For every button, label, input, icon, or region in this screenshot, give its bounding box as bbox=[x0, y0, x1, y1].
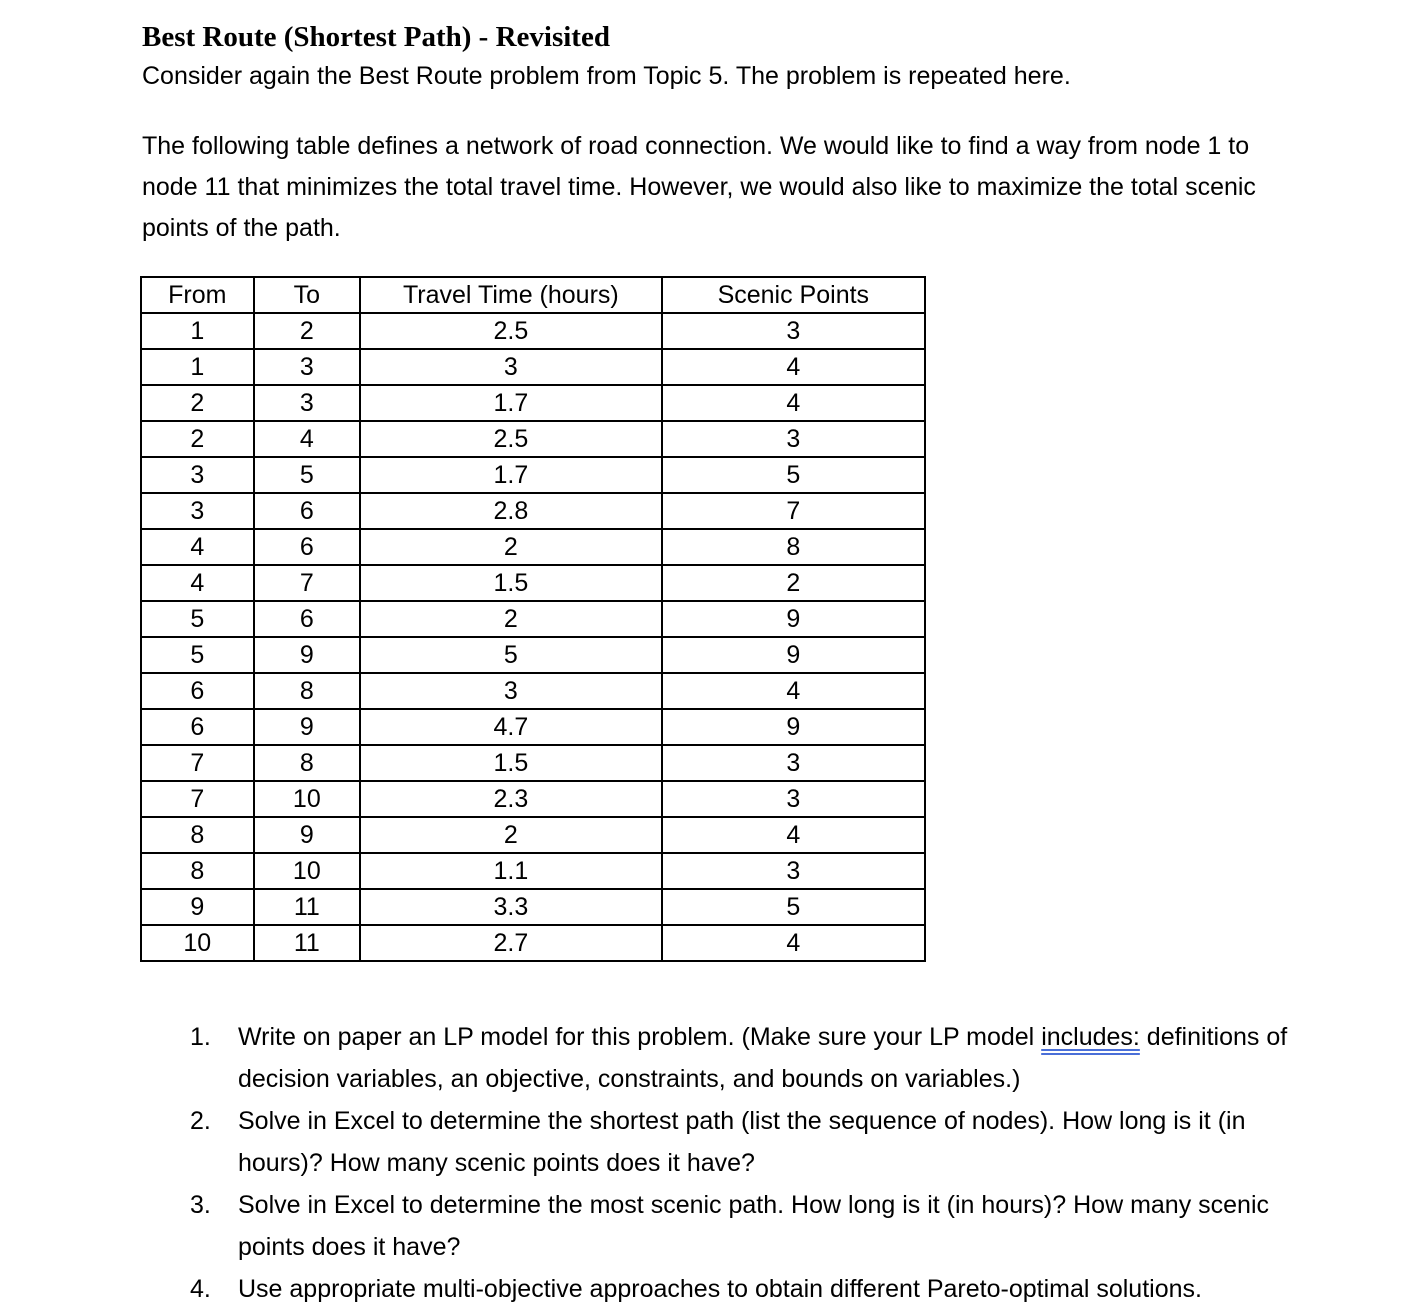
question-text: Write on paper an LP model for this problem. (Make sure your LP model bbox=[238, 1023, 1042, 1051]
cell-scenic-points: 3 bbox=[662, 313, 925, 349]
cell-scenic-points: 4 bbox=[662, 385, 925, 421]
cell-travel-time: 2.3 bbox=[360, 781, 662, 817]
cell-scenic-points: 4 bbox=[662, 925, 925, 961]
table-row bbox=[141, 457, 925, 493]
intro-sentence: Consider again the Best Route problem from Topic 5. The problem is repeated here. bbox=[142, 62, 1071, 90]
cell-scenic-points: 3 bbox=[662, 781, 925, 817]
table-header-row bbox=[141, 277, 925, 313]
question-line: decision variables, an objective, constraints, and bounds on variables.) bbox=[238, 1065, 1021, 1093]
cell-travel-time: 5 bbox=[360, 637, 662, 673]
cell-to: 3 bbox=[254, 385, 361, 421]
table-row bbox=[141, 709, 925, 745]
cell-travel-time: 2.5 bbox=[360, 421, 662, 457]
problem-description bbox=[142, 126, 1382, 249]
question-line: Use appropriate multi-objective approaches to obtain different Pareto-optimal solutions. bbox=[238, 1275, 1202, 1303]
cell-scenic-points: 2 bbox=[662, 565, 925, 601]
table-row bbox=[141, 421, 925, 457]
question-list bbox=[190, 1016, 1390, 1310]
cell-travel-time: 1.7 bbox=[360, 385, 662, 421]
table-row bbox=[141, 349, 925, 385]
table-row bbox=[141, 313, 925, 349]
cell-from: 3 bbox=[141, 457, 254, 493]
description-line: The following table defines a network of road connection. We would like to find a way from node 1 to bbox=[142, 132, 1250, 160]
cell-scenic-points: 3 bbox=[662, 421, 925, 457]
question-item bbox=[190, 1100, 1390, 1184]
description-line: points of the path. bbox=[142, 214, 341, 242]
table-row bbox=[141, 529, 925, 565]
cell-travel-time: 1.7 bbox=[360, 457, 662, 493]
table-row bbox=[141, 925, 925, 961]
cell-to: 11 bbox=[254, 925, 361, 961]
question-text: definitions of bbox=[1139, 1023, 1288, 1051]
table-row bbox=[141, 781, 925, 817]
cell-from: 5 bbox=[141, 601, 254, 637]
cell-from: 10 bbox=[141, 925, 254, 961]
cell-scenic-points: 4 bbox=[662, 673, 925, 709]
cell-to: 6 bbox=[254, 529, 361, 565]
cell-to: 6 bbox=[254, 493, 361, 529]
cell-from: 1 bbox=[141, 349, 254, 385]
cell-to: 9 bbox=[254, 709, 361, 745]
cell-travel-time: 1.1 bbox=[360, 853, 662, 889]
table-row bbox=[141, 385, 925, 421]
cell-from: 9 bbox=[141, 889, 254, 925]
question-number: 1. bbox=[190, 1023, 211, 1051]
question-line: Solve in Excel to determine the shortest path (list the sequence of nodes). How long is it (in bbox=[238, 1107, 1246, 1135]
cell-to: 10 bbox=[254, 781, 361, 817]
question-item bbox=[190, 1184, 1390, 1268]
cell-travel-time: 3 bbox=[360, 673, 662, 709]
table-row bbox=[141, 601, 925, 637]
cell-to: 5 bbox=[254, 457, 361, 493]
header-from: From bbox=[141, 277, 254, 313]
question-number: 3. bbox=[190, 1191, 211, 1219]
question-line bbox=[238, 1016, 1390, 1058]
cell-from: 2 bbox=[141, 385, 254, 421]
underlined-word: includes: bbox=[1041, 1023, 1140, 1051]
cell-travel-time: 3.3 bbox=[360, 889, 662, 925]
cell-from: 8 bbox=[141, 817, 254, 853]
question-number: 4. bbox=[190, 1275, 211, 1303]
cell-scenic-points: 3 bbox=[662, 745, 925, 781]
cell-scenic-points: 9 bbox=[662, 709, 925, 745]
cell-to: 4 bbox=[254, 421, 361, 457]
cell-scenic-points: 3 bbox=[662, 853, 925, 889]
cell-from: 6 bbox=[141, 709, 254, 745]
table-row bbox=[141, 493, 925, 529]
cell-scenic-points: 9 bbox=[662, 601, 925, 637]
cell-from: 3 bbox=[141, 493, 254, 529]
cell-travel-time: 1.5 bbox=[360, 745, 662, 781]
cell-to: 8 bbox=[254, 673, 361, 709]
cell-from: 1 bbox=[141, 313, 254, 349]
cell-to: 6 bbox=[254, 601, 361, 637]
cell-to: 3 bbox=[254, 349, 361, 385]
cell-from: 8 bbox=[141, 853, 254, 889]
cell-from: 7 bbox=[141, 781, 254, 817]
cell-from: 4 bbox=[141, 529, 254, 565]
table-row bbox=[141, 817, 925, 853]
cell-from: 4 bbox=[141, 565, 254, 601]
cell-travel-time: 2 bbox=[360, 529, 662, 565]
cell-to: 7 bbox=[254, 565, 361, 601]
header-to: To bbox=[254, 277, 361, 313]
table-row bbox=[141, 637, 925, 673]
cell-to: 10 bbox=[254, 853, 361, 889]
cell-scenic-points: 4 bbox=[662, 817, 925, 853]
question-item bbox=[190, 1016, 1390, 1100]
table-row bbox=[141, 889, 925, 925]
road-network-table bbox=[140, 276, 926, 962]
cell-scenic-points: 7 bbox=[662, 493, 925, 529]
cell-travel-time: 3 bbox=[360, 349, 662, 385]
table-row bbox=[141, 745, 925, 781]
cell-travel-time: 2 bbox=[360, 601, 662, 637]
header-travel-time: Travel Time (hours) bbox=[360, 277, 662, 313]
cell-travel-time: 2.8 bbox=[360, 493, 662, 529]
header-scenic-points: Scenic Points bbox=[662, 277, 925, 313]
cell-scenic-points: 5 bbox=[662, 889, 925, 925]
cell-travel-time: 4.7 bbox=[360, 709, 662, 745]
question-number: 2. bbox=[190, 1107, 211, 1135]
cell-from: 6 bbox=[141, 673, 254, 709]
table-row bbox=[141, 673, 925, 709]
cell-to: 2 bbox=[254, 313, 361, 349]
description-line: node 11 that minimizes the total travel time. However, we would also like to maximize the total scenic bbox=[142, 173, 1256, 201]
table-row bbox=[141, 565, 925, 601]
cell-travel-time: 2.5 bbox=[360, 313, 662, 349]
cell-scenic-points: 4 bbox=[662, 349, 925, 385]
cell-from: 2 bbox=[141, 421, 254, 457]
cell-to: 9 bbox=[254, 817, 361, 853]
cell-travel-time: 2.7 bbox=[360, 925, 662, 961]
cell-to: 9 bbox=[254, 637, 361, 673]
cell-scenic-points: 9 bbox=[662, 637, 925, 673]
table-body bbox=[141, 313, 925, 961]
cell-travel-time: 1.5 bbox=[360, 565, 662, 601]
page-title: Best Route (Shortest Path) - Revisited bbox=[142, 21, 610, 53]
table-row bbox=[141, 853, 925, 889]
question-item bbox=[190, 1268, 1390, 1310]
cell-from: 7 bbox=[141, 745, 254, 781]
cell-travel-time: 2 bbox=[360, 817, 662, 853]
question-line: points does it have? bbox=[238, 1233, 461, 1261]
cell-from: 5 bbox=[141, 637, 254, 673]
cell-to: 11 bbox=[254, 889, 361, 925]
cell-scenic-points: 5 bbox=[662, 457, 925, 493]
question-line: hours)? How many scenic points does it have? bbox=[238, 1149, 755, 1177]
cell-scenic-points: 8 bbox=[662, 529, 925, 565]
question-line: Solve in Excel to determine the most scenic path. How long is it (in hours)? How many scenic bbox=[238, 1191, 1270, 1219]
cell-to: 8 bbox=[254, 745, 361, 781]
